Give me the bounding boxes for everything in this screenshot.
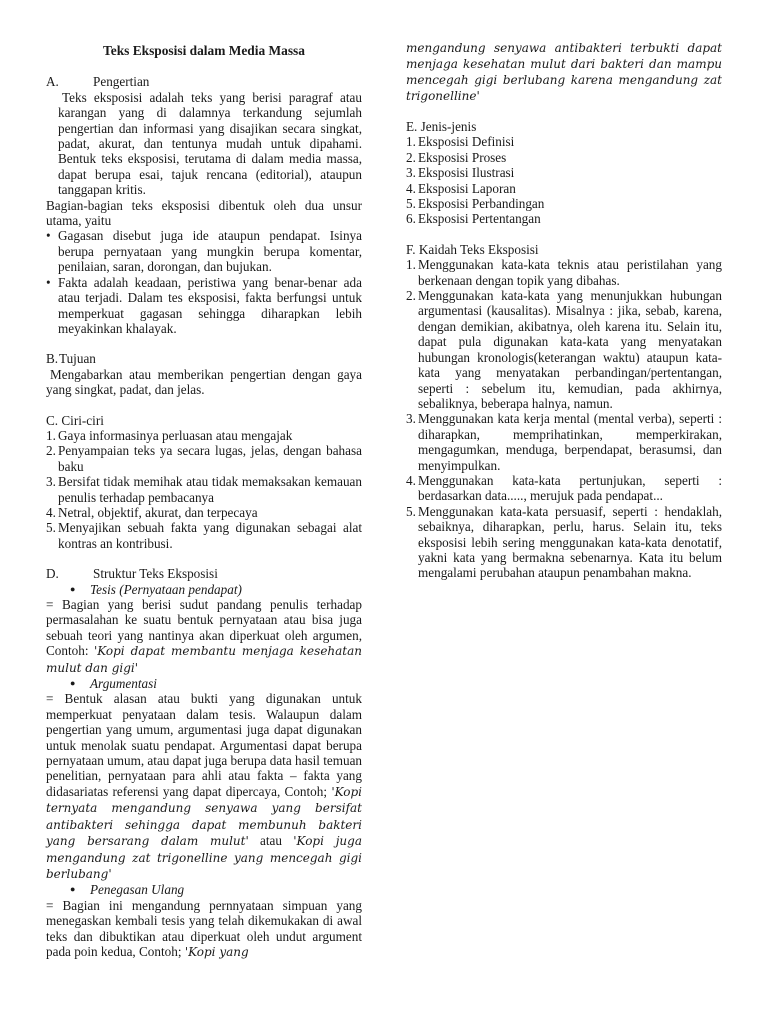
section-b-letter: B.: [46, 351, 59, 367]
bullet-icon: •: [46, 228, 51, 244]
list-item: 4. Eksposisi Laporan: [406, 180, 516, 196]
list-item: 6. Eksposisi Pertentangan: [406, 211, 541, 227]
left-column: [46, 40, 362, 960]
list-item: 1. Eksposisi Definisi: [406, 134, 515, 150]
section-f-heading: F. Kaidah Teks Eksposisi: [406, 241, 539, 257]
bullet-icon: ●: [70, 583, 76, 594]
section-b-heading: [46, 351, 362, 366]
list-item: 2. Eksposisi Proses: [406, 149, 507, 165]
section-a-heading: [46, 74, 362, 89]
penegasan-example-continued: mengandung senyawa antibakteri terbukti dapat menjaga kesehatan mulut dari bakteri dan mampu mencegah gigi berlubang karena mengandung zat trigonelline': [406, 41, 722, 103]
list-item: 2. Penyampaian teks ya secara lugas, jelas, dengan bahasa baku: [46, 443, 362, 474]
bullet-icon: ●: [70, 678, 76, 689]
right-column: [406, 40, 722, 581]
section-d-heading: [46, 566, 362, 581]
list-item: 1. Menggunakan kata-kata teknis atau peristilahan yang berkenaan dengan topik yang dibahas.: [406, 257, 722, 288]
list-item: 5. Menggunakan kata-kata persuasif, seperti : hendaklah, sebaiknya, diharapkan, perlu, harus. Selain itu, teks eksposisi lebih sering menggunakan kata-kata denotatif, yakni kata yang bermakna sebenarnya. Kata itu belum mengalami perubahan ataupun penambahan makna.: [406, 503, 722, 581]
argumentasi-paragraph: = Bentuk alasan atau bukti yang digunakan untuk memperkuat penyataan dalam tesis. Walaupun dalam pengertian yang umum, argumentasi juga dapat digunakan untuk menolak suatu pendapat. Argumentasi dapat berupa pernyataan umum, atau dapat juga berupa data hasil temuan penelitian, pernyataan para ahli atau fakta – fakta yang didasariatas referensi yang dapat dipercaya, Contoh; 'Kopi ternyata mengandung senyawa yang bersifat antibakteri sehingga dapat membunuh bakteri yang bersarang dalam mulut' atau 'Kopi juga mengandung zat trigonelline yang mencegah gigi berlubang': [46, 691, 363, 881]
section-a-parts-intro: Bagian-bagian teks eksposisi dibentuk oleh dua unsur utama, yaitu: [46, 197, 362, 229]
tesis-label: ● Tesis (Pernyataan pendapat): [70, 581, 242, 597]
penegasan-example-start: 'Kopi yang: [184, 944, 249, 959]
section-b-paragraph: Mengabarkan atau memberikan pengertian dengan gaya yang singkat, padat, dan jelas.: [46, 366, 362, 398]
section-c-heading: C. Ciri-ciri: [46, 412, 104, 428]
section-c-list: [46, 428, 362, 551]
tesis-paragraph: = Bagian yang berisi sudut pandang penulis terhadap permasalahan ke suatu bentuk pernyataan atau bisa juga sebuah teori yang nantinya akan diperkuat oleh argumen, Contoh: 'Kopi dapat membantu menjaga kesehatan mulut dan gigi': [46, 597, 363, 675]
section-d-letter: D.: [46, 566, 59, 582]
tesis-example: 'Kopi dapat membantu menjaga kesehatan mulut dan gigi': [46, 644, 363, 675]
section-e-list: [406, 134, 722, 226]
argumentasi-example-1: 'Kopi ternyata mengandung senyawa yang bersifat antibakteri sehingga dapat membunuh bakteri yang bersarang dalam mulut': [46, 784, 362, 849]
list-item: • Fakta adalah keadaan, peristiwa yang benar-benar ada atau terjadi. Dalam tes eksposisi, fakta berfungsi untuk memperkuat gagasan sehingga diharapkan lebih meyakinkan khalayak.: [46, 274, 362, 336]
penegasan-paragraph: = Bagian ini mengandung pernnyataan simpuan yang menegaskan kembali tesis yang telah dikemukakan di awal teks dan dibuktikan atau diperkuat oleh undut argument pada poin kedua, Contoh; 'Kopi yang: [46, 897, 362, 959]
section-f-list: [406, 257, 722, 581]
argumentasi-connector: atau: [260, 833, 282, 849]
bullet-icon: ●: [70, 884, 76, 895]
bullet-icon: •: [46, 274, 51, 290]
list-item: 1. Gaya informasinya perluasan atau mengajak: [46, 427, 293, 443]
section-a-bullets: [46, 228, 362, 336]
argumentasi-example-2: 'Kopi juga mengandung zat trigonelline yang mencegah gigi berlubang': [46, 834, 362, 881]
section-e-heading: E. Jenis-jenis: [406, 119, 477, 134]
list-item: 3. Eksposisi Ilustrasi: [406, 165, 515, 181]
list-item: 5. Menyajikan sebuah fakta yang digunakan sebagai alat kontras an kontribusi.: [46, 520, 362, 551]
list-item: 5. Eksposisi Perbandingan: [406, 196, 545, 212]
list-item: 4. Netral, objektif, akurat, dan terpecaya: [46, 504, 258, 520]
document-title: Teks Eksposisi dalam Media Massa: [103, 43, 305, 58]
section-a-title: Pengertian: [93, 74, 150, 90]
section-a-letter: A.: [46, 74, 59, 90]
list-item: 2. Menggunakan kata-kata yang menunjukkan hubungan argumentasi (kausalitas). Misalnya : jika, sebab, karena, dengan demikian, akibatnya, oleh karena itu. Selain itu, dapat pula digunakan kata-kata yang menyatakan hubungan kronologis(keterangan waktu) ataupun kata-kata yang menyatakan perbandingan/pertentangan, seperti : sebelum itu, kemudian, pada akhirnya, sebaliknya, beberapa halnya, namun.: [406, 288, 722, 411]
list-item: 3. Menggunakan kata kerja mental (mental verba), seperti : diharapkan, memprihatinkan, memperkirakan, mengagumkan, menduga, berpendapat, berasumsi, dan menyimpulkan.: [406, 411, 722, 473]
list-item: • Gagasan disebut juga ide ataupun pendapat. Isinya berupa pernyataan yang mungkin berupa komentar, penilaian, saran, dorongan, dan bujukan.: [46, 228, 362, 275]
list-item: 4. Menggunakan kata-kata pertunjukan, seperti : berdasarkan data....., merujuk pada pendapat...: [406, 472, 722, 504]
section-d-title: Struktur Teks Eksposisi: [93, 566, 218, 582]
section-a-paragraph: Teks eksposisi adalah teks yang berisi paragraf atau karangan yang di dalamnya terkandung sejumlah pengertian dan informasi yang disajikan secara singkat, padat, akurat, dan tentunya mudah untuk dipahami. Bentuk teks eksposisi, terutama di dalam media massa, dapat berupa esai, tajuk rencana (editorial), ataupun tanggapan kritis.: [58, 89, 362, 198]
penegasan-label: ● Penegasan Ulang: [70, 882, 185, 898]
argumentasi-label: ● Argumentasi: [70, 676, 157, 692]
section-b-title: Tujuan: [59, 351, 96, 367]
list-item: 3. Bersifat tidak memihak atau tidak memaksakan kemauan penulis terhadap pembacanya: [46, 474, 362, 505]
